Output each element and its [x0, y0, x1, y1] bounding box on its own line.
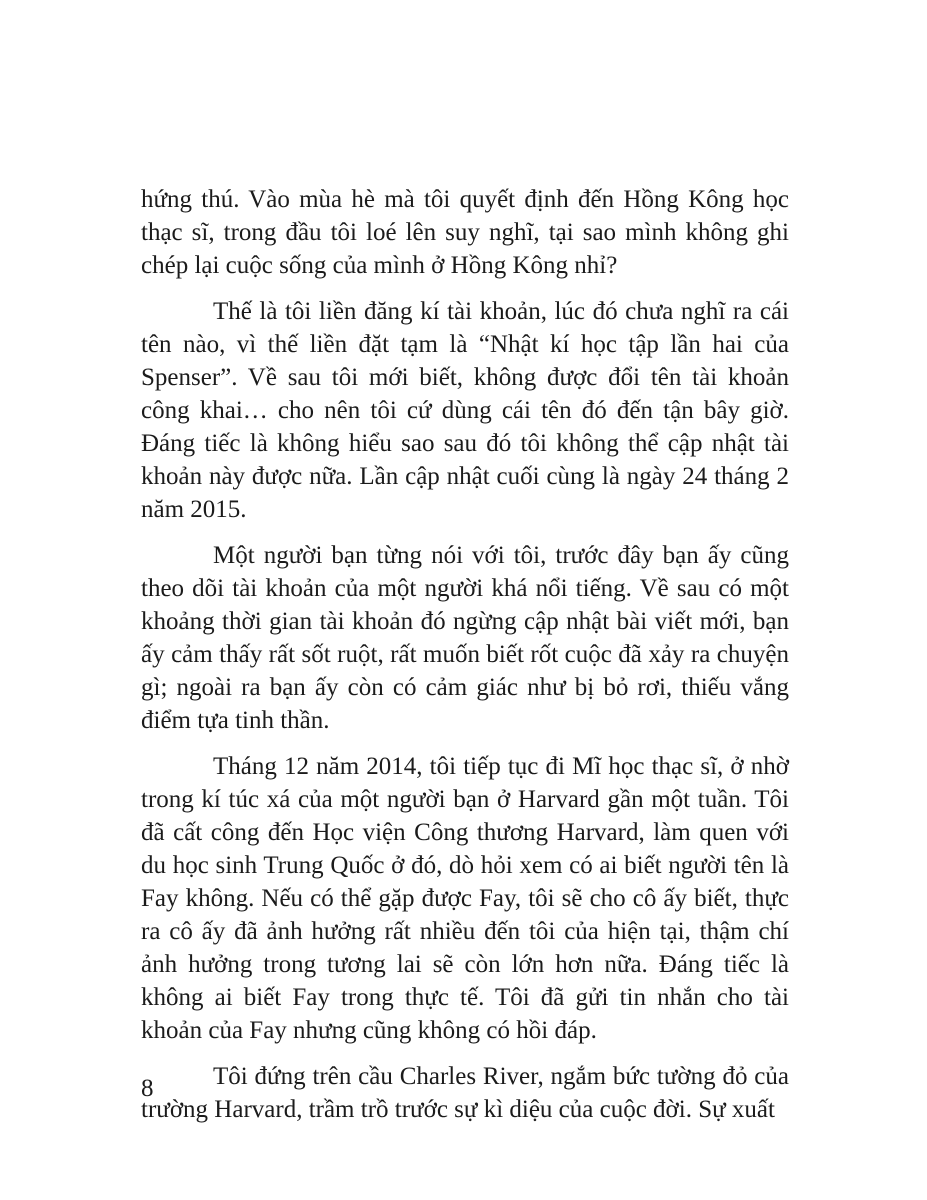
paragraph: Thế là tôi liền đăng kí tài khoản, lúc đó chưa nghĩ ra cái tên nào, vì thế liền đặt tạm là “Nhật kí học tập lần hai của Spenser”. Về sau tôi mới biết, không được đổi tên tài khoản công khai… cho nên tôi cứ dùng cái tên đó đến tận bây giờ. Đáng tiếc là không hiểu sao sau đó tôi không thể cập nhật tài khoản này được nữa. Lần cập nhật cuối cùng là ngày 24 tháng 2 năm 2015.	[141, 298, 789, 523]
paragraph: Tháng 12 năm 2014, tôi tiếp tục đi Mĩ học thạc sĩ, ở nhờ trong kí túc xá của một người bạn ở Harvard gần một tuần. Tôi đã cất công đến Học viện Công thương Harvard, làm quen với du học sinh Trung Quốc ở đó, dò hỏi xem có ai biết người tên là Fay không. Nếu có thể gặp được Fay, tôi sẽ cho cô ấy biết, thực ra cô ấy đã ảnh hưởng rất nhiều đến tôi của hiện tại, thậm chí ảnh hưởng trong tương lai sẽ còn lớn hơn nữa. Đáng tiếc là không ai biết Fay trong thực tế. Tôi đã gửi tin nhắn cho tài khoản của Fay nhưng cũng không có hồi đáp.	[141, 753, 789, 1044]
page-text	[141, 183, 789, 1139]
page-number: 8	[141, 1075, 154, 1102]
paragraph: Tôi đứng trên cầu Charles River, ngắm bức tường đỏ của trường Harvard, trầm trồ trước sự kì diệu của cuộc đời. Sự xuất	[141, 1063, 789, 1123]
paragraph: Một người bạn từng nói với tôi, trước đây bạn ấy cũng theo dõi tài khoản của một người khá nổi tiếng. Về sau có một khoảng thời gian tài khoản đó ngừng cập nhật bài viết mới, bạn ấy cảm thấy rất sốt ruột, rất muốn biết rốt cuộc đã xảy ra chuyện gì; ngoài ra bạn ấy còn có cảm giác như bị bỏ rơi, thiếu vắng điểm tựa tinh thần.	[141, 542, 789, 734]
paragraph: hứng thú. Vào mùa hè mà tôi quyết định đến Hồng Kông học thạc sĩ, trong đầu tôi loé lên suy nghĩ, tại sao mình không ghi chép lại cuộc sống của mình ở Hồng Kông nhỉ?	[141, 186, 789, 279]
